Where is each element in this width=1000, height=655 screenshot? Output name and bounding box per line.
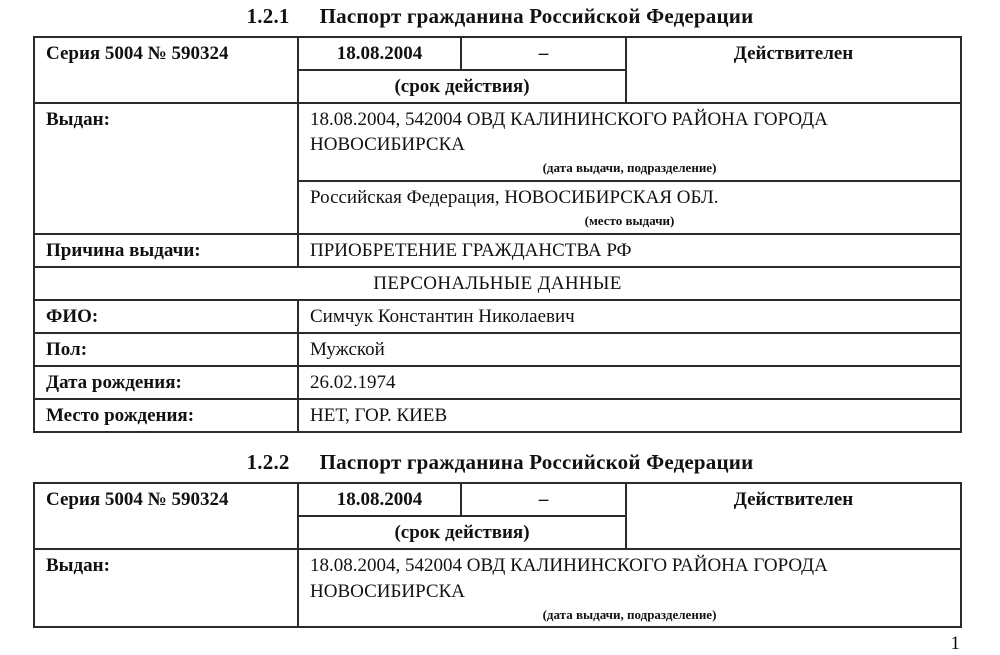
passport-series-cell: Серия 5004 № 590324	[34, 37, 298, 103]
issued-label: Выдан:	[34, 549, 298, 627]
issued-cell	[298, 103, 961, 181]
section-heading-1	[0, 4, 1000, 28]
birth-place-label: Место рождения:	[34, 399, 298, 432]
section-title: Паспорт гражданина Российской Федерации	[319, 4, 754, 28]
section-heading-2	[0, 450, 1000, 474]
fio-value: Симчук Константин Николаевич	[298, 300, 961, 333]
place-value: Российская Федерация, НОВОСИБИРСКАЯ ОБЛ.	[310, 187, 719, 209]
reason-value: ПРИОБРЕТЕНИЕ ГРАЖДАНСТВА РФ	[298, 234, 961, 267]
reason-label: Причина выдачи:	[34, 234, 298, 267]
birth-date-label: Дата рождения:	[34, 366, 298, 399]
issued-label: Выдан:	[34, 103, 298, 233]
passport-series-cell: Серия 5004 № 590324	[34, 483, 298, 549]
passport-table-1	[33, 36, 962, 433]
issue-date-cell: 18.08.2004	[298, 483, 461, 516]
expiry-cell: –	[461, 37, 626, 70]
fio-label: ФИО:	[34, 300, 298, 333]
gender-value: Мужской	[298, 333, 961, 366]
section-number: 1.2.1	[246, 4, 290, 28]
section-title: Паспорт гражданина Российской Федерации	[319, 450, 754, 475]
validity-caption: (срок действия)	[298, 516, 626, 549]
personal-data-header: ПЕРСОНАЛЬНЫЕ ДАННЫЕ	[34, 267, 961, 300]
issue-date-cell: 18.08.2004	[298, 37, 461, 70]
page-number: 1	[950, 633, 960, 655]
expiry-cell: –	[461, 483, 626, 516]
gender-label: Пол:	[34, 333, 298, 366]
issued-value: 18.08.2004, 542004 ОВД КАЛИНИНСКОГО РАЙОНА ГОРОДА НОВОСИБИРСКА	[310, 555, 828, 602]
section-number: 1.2.2	[246, 450, 290, 475]
issued-caption: (дата выдачи, подразделение)	[542, 606, 717, 622]
place-cell	[298, 181, 961, 234]
status-cell: Действителен	[626, 483, 961, 549]
birth-date-value: 26.02.1974	[298, 366, 961, 399]
issued-cell	[298, 549, 961, 627]
place-caption: (место выдачи)	[584, 213, 675, 229]
issued-value: 18.08.2004, 542004 ОВД КАЛИНИНСКОГО РАЙОНА ГОРОДА НОВОСИБИРСКА	[310, 109, 828, 156]
validity-caption: (срок действия)	[298, 70, 626, 103]
status-cell: Действителен	[626, 37, 961, 103]
issued-caption: (дата выдачи, подразделение)	[542, 160, 717, 176]
birth-place-value: НЕТ, ГОР. КИЕВ	[298, 399, 961, 432]
passport-table-2	[33, 482, 962, 628]
